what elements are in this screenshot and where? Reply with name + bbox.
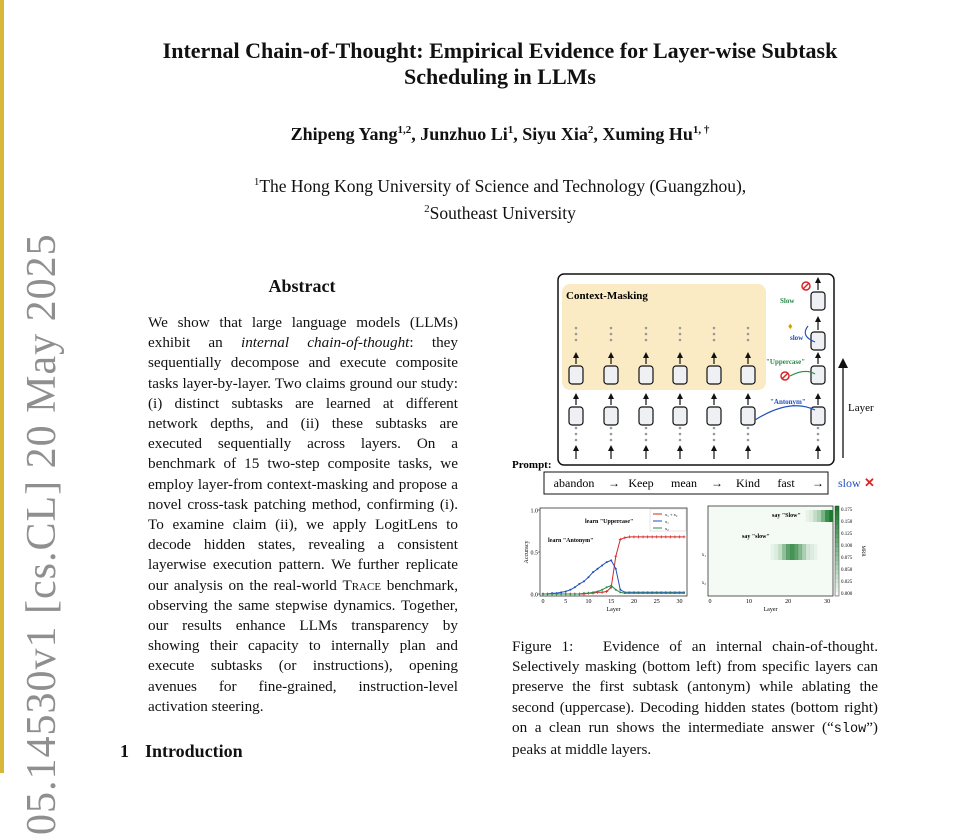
label-say-slow: say "slow"	[742, 534, 770, 540]
data-point	[587, 592, 589, 594]
layer-block	[741, 366, 755, 384]
heatmap-cell	[806, 544, 810, 560]
arxiv-identifier: 05.14530v1 [cs.CL] 20 May 2025	[19, 233, 65, 835]
data-point	[615, 589, 617, 591]
y-tick-label: 1.0	[530, 508, 538, 515]
data-point	[597, 590, 599, 592]
affiliation-1-sup: 1	[253, 176, 260, 188]
data-point	[642, 592, 644, 594]
colorbar-tick: 0.100	[841, 544, 853, 549]
data-point	[669, 592, 671, 594]
data-point	[601, 564, 603, 566]
layer-axis-label: Layer	[848, 402, 874, 414]
data-point	[678, 592, 680, 594]
heatmap-cell	[782, 544, 786, 560]
section-heading-introduction	[120, 741, 259, 762]
affiliation-2-text: Southeast University	[429, 202, 576, 223]
prompt-label: Prompt:	[512, 459, 552, 471]
data-point	[665, 592, 667, 594]
heatmap-cell	[802, 544, 806, 560]
heatmap-cell	[829, 510, 833, 522]
data-point	[551, 593, 553, 595]
data-point	[651, 592, 653, 594]
figure-1	[510, 268, 890, 628]
heatmap-cell	[786, 544, 790, 560]
abstract-heading: Abstract	[268, 276, 336, 296]
data-point	[583, 580, 585, 582]
data-point	[574, 593, 576, 595]
colorbar-tick: 0.150	[841, 520, 853, 525]
heatmap-cell	[810, 510, 814, 522]
label-say-Slow: say "Slow"	[772, 513, 801, 519]
accuracy-plot	[524, 508, 687, 613]
affiliation-1	[100, 171, 900, 198]
heatmap-x-tick: 20	[785, 599, 792, 605]
heatmap-row-label: x₁	[701, 553, 706, 558]
annot-slow: slow	[790, 334, 804, 342]
colorbar-tick: 0.125	[841, 532, 853, 537]
data-point	[619, 589, 621, 591]
data-point	[619, 591, 621, 593]
prompt-token-7: →	[812, 476, 824, 490]
layer-block	[811, 366, 825, 384]
annot-uppercase: "Uppercase"	[766, 358, 806, 366]
prompt-token-3: mean	[671, 476, 697, 490]
heatmap-cell	[813, 510, 817, 522]
data-point	[606, 586, 608, 588]
layer-block	[673, 366, 687, 384]
layer-block	[811, 292, 825, 310]
heatmap-cell	[821, 510, 825, 522]
prompt-token-2: Keep	[628, 476, 654, 490]
heatmap-row-label: x₂	[701, 581, 706, 586]
prompt-token-6: fast	[777, 476, 795, 490]
heatmap-cell	[813, 544, 817, 560]
data-point	[628, 592, 630, 594]
abstract-text-1: We show that large language models (LLMs) exhibit an	[148, 314, 458, 352]
colorbar-tick: 0.000	[841, 592, 853, 597]
x-tick-label: 5	[564, 599, 568, 605]
section-title: Introduction	[145, 741, 243, 761]
data-point	[560, 593, 562, 595]
label-learn-uppercase: learn "Uppercase"	[585, 519, 634, 525]
layer-block	[741, 407, 755, 425]
abstract-trace: Trace	[342, 576, 382, 594]
data-point	[633, 592, 635, 594]
left-margin-bar	[0, 0, 4, 773]
data-point	[574, 586, 576, 588]
layer-block	[569, 407, 583, 425]
paper-title	[100, 38, 900, 90]
heatmap-x-tick: 30	[824, 599, 831, 605]
data-point	[542, 593, 544, 595]
prompt-token-0: abandon	[553, 476, 595, 490]
x-tick-label: 25	[653, 599, 660, 605]
prompt-token-5: Kind	[736, 476, 760, 490]
heatmap-x-tick: 0	[708, 599, 712, 605]
layer-block	[639, 366, 653, 384]
layer-block	[707, 366, 721, 384]
output-token: slow	[838, 476, 861, 490]
author-list: Zhipeng Yang$^{1,2}$, Junzhuo Li$^1$, Siyu Xia$^2$, Xuming $Hu^{1, \dagger}$	[290, 124, 710, 144]
colorbar	[835, 506, 865, 597]
data-point	[569, 589, 571, 591]
y-tick-label: 0.5	[530, 550, 538, 557]
layer-block	[604, 407, 618, 425]
author-3: Siyu Xia$^2$	[522, 124, 594, 144]
prompt-token-4: →	[711, 476, 723, 490]
x-tick-label: 0	[541, 599, 545, 605]
prompt-tokens	[554, 476, 824, 490]
section-number: 1	[120, 741, 129, 761]
data-point	[647, 592, 649, 594]
data-point	[565, 590, 567, 592]
author-2: Junzhuo Li$^1$	[420, 124, 514, 144]
layer-axis-arrowhead	[838, 358, 848, 368]
data-point	[683, 592, 685, 594]
context-masking-label: Context-Masking	[566, 290, 648, 302]
colorbar-label: MRR	[860, 545, 865, 557]
abstract-text-3: benchmark, observing the same stepwise dynamics. Together, our results enhance LLMs transparency by showing their capacity to internally plan and execute subtasks (or instructions), opening avenues for fine-grained, instruction-level activation steering.	[148, 576, 458, 715]
data-point	[583, 592, 585, 594]
data-point	[674, 592, 676, 594]
colorbar-tick: 0.025	[841, 580, 853, 585]
colorbar-tick: 0.075	[841, 556, 853, 561]
legend-entry-2: x₂	[665, 526, 669, 531]
layer-block	[604, 366, 618, 384]
data-point	[601, 589, 603, 591]
data-point	[606, 561, 608, 563]
heatmap-cell	[798, 544, 802, 560]
affiliation-2-sup: 2	[424, 202, 430, 215]
legend-entry-0: x₁ + x₂	[665, 512, 678, 517]
abstract-text-2: : they sequentially decompose and execute composite tasks layer-by-layer. Two claims ground our study: (i) distinct subtasks are learned at different network depths, and (ii) these subtasks are executed sequentially across layers. On a benchmark of 15 two-step composite tasks, we employ layer-from context-masking and propose a novel cross-task patching method, confirming (i). To examine claim (ii), we apply LogitLens to decode hidden states, revealing a consistent layerwise execution pattern. We further replicate our analysis on the real-world	[148, 334, 458, 594]
annot-antonym: "Antonym"	[770, 398, 806, 406]
heatmap-x-label: Layer	[763, 607, 778, 613]
data-point	[610, 559, 612, 561]
data-point	[624, 592, 626, 594]
y-axis-label: Accuracy	[524, 540, 530, 564]
data-point	[578, 583, 580, 585]
abstract-emphasis: internal chain-of-thought	[240, 334, 410, 352]
author-1: Zhipeng Yang$^{1,2}$	[290, 124, 412, 144]
data-point	[660, 592, 662, 594]
data-point	[597, 568, 599, 570]
layer-block	[673, 407, 687, 425]
colorbar-tick: 0.175	[841, 508, 853, 513]
x-tick-label: 30	[676, 599, 683, 605]
layer-block	[707, 407, 721, 425]
data-point	[578, 593, 580, 595]
layer-block	[639, 407, 653, 425]
figure-caption: Figure 1: Evidence of an internal chain-of-thought. Selectively masking (bottom left) from specific layers can preserve the first subtask (antonym) while ablating the second (uppercase). Decoding hidden states (bottom right) on a clean run shows the intermediate answer (“slow”) peaks at middle layers.	[512, 638, 878, 759]
caption-code: slow	[833, 721, 867, 737]
colorbar-tick: 0.050	[841, 568, 853, 573]
x-tick-label: 20	[630, 599, 637, 605]
heatmap-cell	[810, 544, 814, 560]
plot-legend	[650, 509, 686, 531]
x-axis-label: Layer	[606, 607, 621, 613]
data-point	[592, 571, 594, 573]
data-point	[556, 593, 558, 595]
title-line-1: Internal Chain-of-Thought: Empirical Evidence for Layer-wise Subtask	[162, 38, 838, 63]
heatmap-cell	[790, 544, 794, 560]
data-point	[610, 585, 612, 587]
data-point	[656, 592, 658, 594]
heatmap-x-tick: 10	[746, 599, 753, 605]
data-point	[592, 591, 594, 593]
heatmap-cell	[794, 544, 798, 560]
author-4: Xuming $Hu^{1, \dagger}$	[602, 124, 710, 144]
heatmap-cell	[771, 544, 775, 560]
annot-slow-top: Slow	[780, 297, 795, 305]
heatmap-cell	[817, 510, 821, 522]
data-point	[547, 593, 549, 595]
output-wrong-mark: ✕	[864, 475, 875, 490]
data-point	[638, 592, 640, 594]
y-tick-label: 0.0	[530, 592, 538, 599]
legend-entry-1: x₁	[665, 519, 669, 524]
heatmap-cell	[825, 510, 829, 522]
heatmap-cell	[806, 510, 810, 522]
x-tick-label: 10	[585, 599, 592, 605]
data-point	[565, 593, 567, 595]
lightbulb-icon: ♦	[788, 321, 793, 331]
affiliation-2	[100, 198, 900, 225]
affiliation-1-text: The Hong Kong University of Science and Technology (Guangzhou),	[259, 175, 747, 196]
label-learn-antonym: learn "Antonym"	[548, 538, 594, 544]
prompt-token-1: →	[608, 476, 620, 490]
affiliations	[100, 171, 900, 225]
heatmap-cell	[778, 544, 782, 560]
heatmap-cell	[774, 544, 778, 560]
mrr-heatmap	[702, 506, 865, 613]
x-tick-label: 15	[608, 599, 615, 605]
data-point	[615, 568, 617, 570]
layer-block	[569, 366, 583, 384]
data-point	[587, 576, 589, 578]
abstract-body	[148, 313, 458, 717]
title-line-2: Scheduling in LLMs	[404, 64, 596, 89]
data-point	[569, 593, 571, 595]
